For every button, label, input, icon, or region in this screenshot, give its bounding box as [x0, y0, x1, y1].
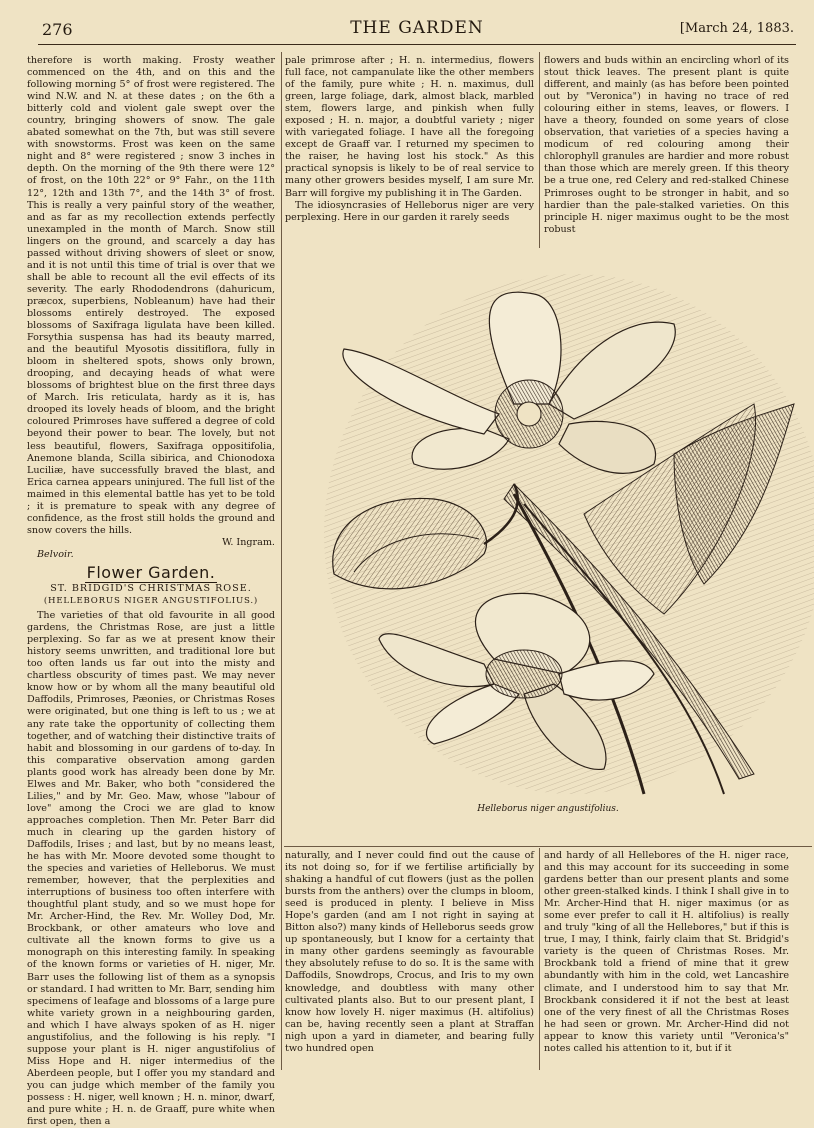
section-heading: Flower Garden. [86, 562, 216, 582]
article-paragraph: The idiosyncrasies of Helleborus niger are very perplexing. Here in our garden it rarely seeds [285, 199, 534, 223]
column-middle-bottom [285, 850, 534, 1072]
column-left [27, 55, 276, 1128]
column-right-top [544, 55, 789, 251]
column-rule [539, 848, 540, 1070]
article-paragraph: pale primrose after ; H. n. intermedius, flowers full face, not campanulate like the other members of the family, pure white ; H. n. maximus, dull green, large foliage, dark, almost black, marbled stem, flowers large, and pinkish when fully exposed ; H. n. major, a doubtful variety ; niger with variegated foliage. I have all the foregoing except de Graaff var. I returned my specimen to the raiser, he having lost his stock." As this practical synopsis is likely to be of real service to many other growers besides myself, I am sure Mr. Barr will forgive my publishing it in The Garden. [285, 55, 534, 199]
page-number: 276 [42, 20, 73, 39]
page-header [38, 18, 796, 45]
issue-date: [March 24, 1883. [679, 21, 794, 36]
figure-caption: Helleborus niger angustifolius. [477, 804, 619, 814]
column-rule [539, 52, 540, 248]
author-signature: W. Ingram. [222, 536, 275, 548]
article-paragraph: The varieties of that old favourite in all good gardens, the Christmas Rose, are just a little perplexing. So far as we at present know their history seems unwritten, and traditional lore but too often lands us far out into the misty and chartless obscurity of times past. We may never know how or by whom all the many beautiful old Daffodils, Primroses, Pæonies, or Christmas Roses were originated, but one thing is left to us ; we at any rate take the opportunity of collecting them together, and of watching their distinctive traits of habit and blossoming in our gardens of to-day. In this comparative observation among garden plants good work has already been done by Mr. Elwes and Mr. Baker, who both "considered the Lilies," and by Mr. Geo. Maw, whose "labour of love" among the Croci we are glad to know approaches completion. Then Mr. Peter Barr did much in clearing up the garden history of Daffodils, Irises ; and last, but by no means least, he has with Mr. Moore devoted some thought to the species and varieties of Helleborus. We must remember, however, that the perplexities and interruptions of business too often interfere with thoughtful plant study, and so we must hope for Mr. Archer-Hind, the Rev. Mr. Wolley Dod, Mr. Brockbank, or other amateurs who love and cultivate all the known forms to give us a monograph on this interesting family. In speaking of the known forms or varieties of H. niger, Mr. Barr uses the following list of them as a synopsis or standard. I had written to Mr. Barr, sending him specimens of leafage and blossoms of a large pure white variety grown in a neighbouring garden, and which I have always spoken of as H. niger angustifolius, and the following is his reply. "I suppose your plant is H. niger angustifolius of Miss Hope and H. niger intermedius of the Aberdeen people, but I offer you my standard and you can judge which member of the family you possess : H. niger, well known ; H. n. minor, dwarf, and pure white ; H. n. de Graaff, pure white when first open, then a [27, 610, 276, 1128]
figure-rule [284, 846, 812, 847]
article-paragraph: naturally, and I never could find out the cause of its not doing so, for if we fertilise artificially by shaking a handful of cut flowers (just as the pollen bursts from the anthers) over the clumps in bloom, seed is produced in plenty. I believe in Miss Hope's garden (and am I not right in saying at Bitton also?) many kinds of Helleborus seeds grow up spontaneously, but I know for a certainty that in many other gardens seemingly as favourable they absolutely refuse to do so. It is the same with Daffodils, Snowdrops, Crocus, and Iris to my own knowledge, and doubtless with many other cultivated plants also. But to our present plant, I know how lovely H. niger maximus (H. altifolius) can be, having recently seen a plant at Straffan nigh upon a yard in diameter, and bearing fully two hundred open [285, 850, 534, 1054]
article-paragraph: flowers and buds within an encircling whorl of its stout thick leaves. The present plant is quite different, and mainly (as has before been pointed out by "Veronica") in having no trace of red colouring either in stems, leaves, or flowers. I have a theory, founded on some years of close observation, that varieties of a species having a modicum of red colouring among their chlorophyll granules are hardier and more robust than those which are merely green. If this theory be a true one, red Celery and red-stalked Chinese Primroses ought to be stronger in habit, and so hardier than the pale-stalked varieties. On this principle H. niger maximus ought to be the most robust [544, 55, 789, 235]
journal-title: THE GARDEN [350, 18, 484, 38]
article-title: ST. BRIDGID'S CHRISTMAS ROSE. [50, 583, 252, 595]
author-place: Belvoir. [37, 548, 74, 560]
weather-report-paragraph: therefore is worth making. Frosty weather commenced on the 4th, and on this and the following morning 5° of frost were registered. The wind N.W. and N. at these dates ; on the 6th a bitterly cold and violent gale swept over the country, bringing showers of snow. The gale abated somewhat on the 7th, but was still severe with snowstorms. Frost was keen on the same night and 8° were registered ; snow 3 inches in depth. On the morning of the 9th there were 12° of frost, on the 10th 22° or 9° Fahr., on the 11th 12°, 12th and 13th 7°, and the 14th 3° of frost. This is really a very painful story of the weather, and as far as my recollection extends perfectly unexampled in the month of March. Snow still lingers on the ground, and scarcely a day has passed without driving showers of sleet or snow, and it is not until this time of trial is over that we shall be able to recount all the evil effects of its severity. The early Rhododendrons (dahuricum, præcox, superbiens, Nobleanum) have had their blossoms entirely destroyed. The exposed blossoms of Saxifraga ligulata have been killed. Forsythia suspensa has had its beauty marred, and the beautiful Myosotis dissitiflora, fully in bloom in sheltered spots, shows only brown, drooping, and decaying heads of what were blossoms of brightest blue on the first three days of March. Iris reticulata, hardy as it is, has drooped its lovely heads of bloom, and the bright coloured Primroses have suffered a degree of cold beyond their power to bear. The lovely, but not less beautiful, flowers, Saxifraga oppositifolia, Anemone blanda, Scilla sibirica, and Chionodoxa Luciliæ, have successfully braved the blast, and Erica carnea appears uninjured. The full list of the maimed in this elemental battle has yet to be told ; it is premature to speak with any degree of confidence, as the frost still holds the ground and snow covers the hills. [27, 55, 275, 536]
article-subtitle: (HELLEBORUS NIGER ANGUSTIFOLIUS.) [43, 596, 259, 607]
column-right-bottom [544, 850, 789, 1072]
column-middle-top [285, 55, 534, 251]
article-paragraph: and hardy of all Hellebores of the H. niger race, and this may account for its succeeding in some gardens better than our present plants and some other green-stalked kinds. I think I shall give in to Mr. Archer-Hind that H. niger maximus (or as some ever prefer to call it H. altifolius) is really and truly "king of all the Hellebores," but if this is true, I may, I think, fairly claim that St. Bridgid's variety is the queen of Christmas Roses. Mr. Brockbank told a friend of mine that it grew abundantly with him in the cold, wet Lancashire climate, and I understood him to say that Mr. Brockbank considered it if not the best at least one of the very finest of all the Christmas Roses he had seen or grown. Mr. Archer-Hind did not appear to know this variety until "Veronica's" notes called his attention to it, but if it [544, 850, 789, 1054]
column-rule [281, 52, 282, 1070]
hellebore-engraving [284, 254, 812, 802]
